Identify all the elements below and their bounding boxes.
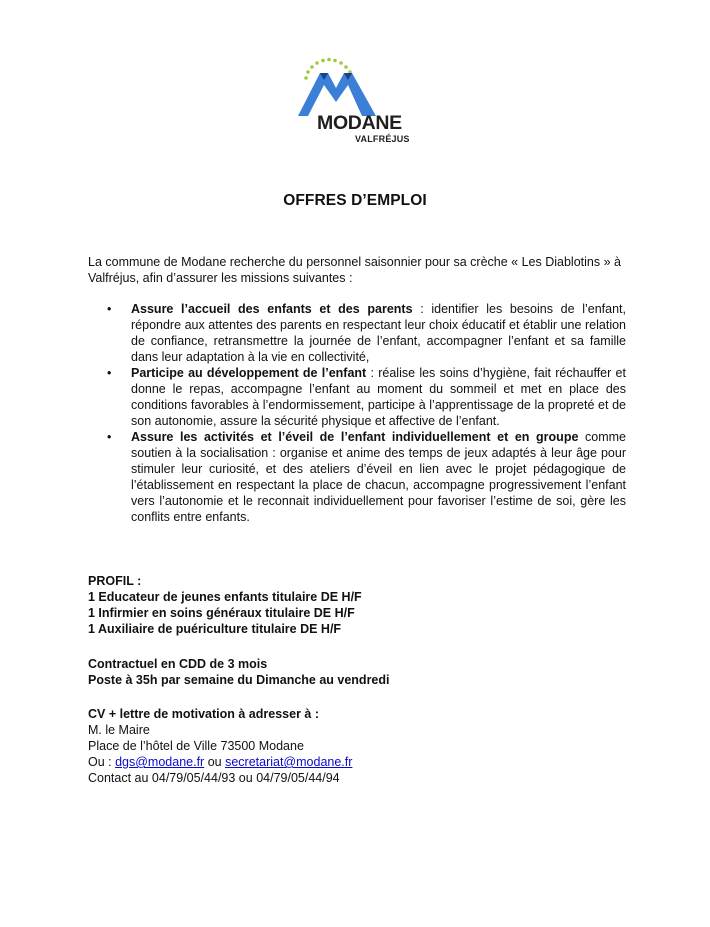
logo-name: MODANE <box>317 112 402 134</box>
bullet-icon: • <box>107 302 112 316</box>
mission-item <box>88 429 626 525</box>
contract-section <box>88 656 390 688</box>
profile-heading: PROFIL : <box>88 574 142 588</box>
bullet-icon: • <box>107 430 112 444</box>
application-recipient: M. le Maire <box>88 723 150 737</box>
mission-heading: Assure les activités et l’éveil de l’enfant individuellement et en groupe <box>131 430 579 444</box>
intro-paragraph: La commune de Modane recherche du personnel saisonnier pour sa crèche « Les Diablotins » à Valfréjus, afin d’assurer les missions suivantes : <box>88 255 621 285</box>
profile-item: 1 Infirmier en soins généraux titulaire DE H/F <box>88 606 355 620</box>
application-emails <box>88 754 352 770</box>
contract-hours: Poste à 35h par semaine du Dimanche au vendredi <box>88 673 390 687</box>
email-link-secretariat[interactable]: secretariat@modane.fr <box>225 755 353 769</box>
modane-logo <box>296 56 422 148</box>
application-heading: CV + lettre de motivation à adresser à : <box>88 707 319 721</box>
application-contact: Contact au 04/79/05/44/93 ou 04/79/05/44/94 <box>88 771 340 785</box>
application-address: Place de l’hôtel de Ville 73500 Modane <box>88 739 304 753</box>
mission-heading: Assure l’accueil des enfants et des parents <box>131 302 413 316</box>
profile-section <box>88 573 362 637</box>
application-section <box>88 706 352 786</box>
profile-item: 1 Auxiliaire de puériculture titulaire DE H/F <box>88 622 342 636</box>
contract-type: Contractuel en CDD de 3 mois <box>88 657 268 671</box>
mission-item <box>88 301 626 365</box>
mission-heading: Participe au développement de l’enfant <box>131 366 367 380</box>
bullet-icon: • <box>107 366 112 380</box>
email-link-dgs[interactable]: dgs@modane.fr <box>115 755 205 769</box>
email-separator: ou <box>204 755 226 769</box>
email-prefix: Ou : <box>88 755 116 769</box>
mission-item <box>88 365 626 429</box>
missions-list <box>88 301 626 525</box>
logo-subtitle: VALFRÉJUS <box>355 134 410 144</box>
profile-item: 1 Educateur de jeunes enfants titulaire DE H/F <box>88 590 362 604</box>
mission-text: : identifier les besoins de l’enfant, répondre aux attentes des parents en respectant leur choix éducatif et établir une relation de confiance, retransmettre la journée de l’enfant, accompagner l’enfant et sa famille dans leur adaptation à la vie en collectivité, <box>131 302 627 364</box>
page-title: OFFRES D’EMPLOI <box>283 192 427 209</box>
mission-text: comme soutien à la socialisation : organise et anime des temps de jeux adaptés à leur âge pour stimuler leur curiosité, et des ateliers d’éveil en lien avec le projet pédagogique de l’établissement en respectant la place de chacun, accompagne progressivement l’enfant vers l’autonomie et le reconnait individuellement pour favoriser l’estime de soi, gère les conflits entre enfants. <box>131 430 627 524</box>
mission-text: : réalise les soins d’hygiène, fait réchauffer et donne le repas, accompagne l’enfant au moment du sommeil et met en place des conditions favorables à l’endormissement, participe à l’apprentissage de la propreté et de son autonomie, assure la sécurité physique et affective de l’enfant. <box>131 366 626 428</box>
